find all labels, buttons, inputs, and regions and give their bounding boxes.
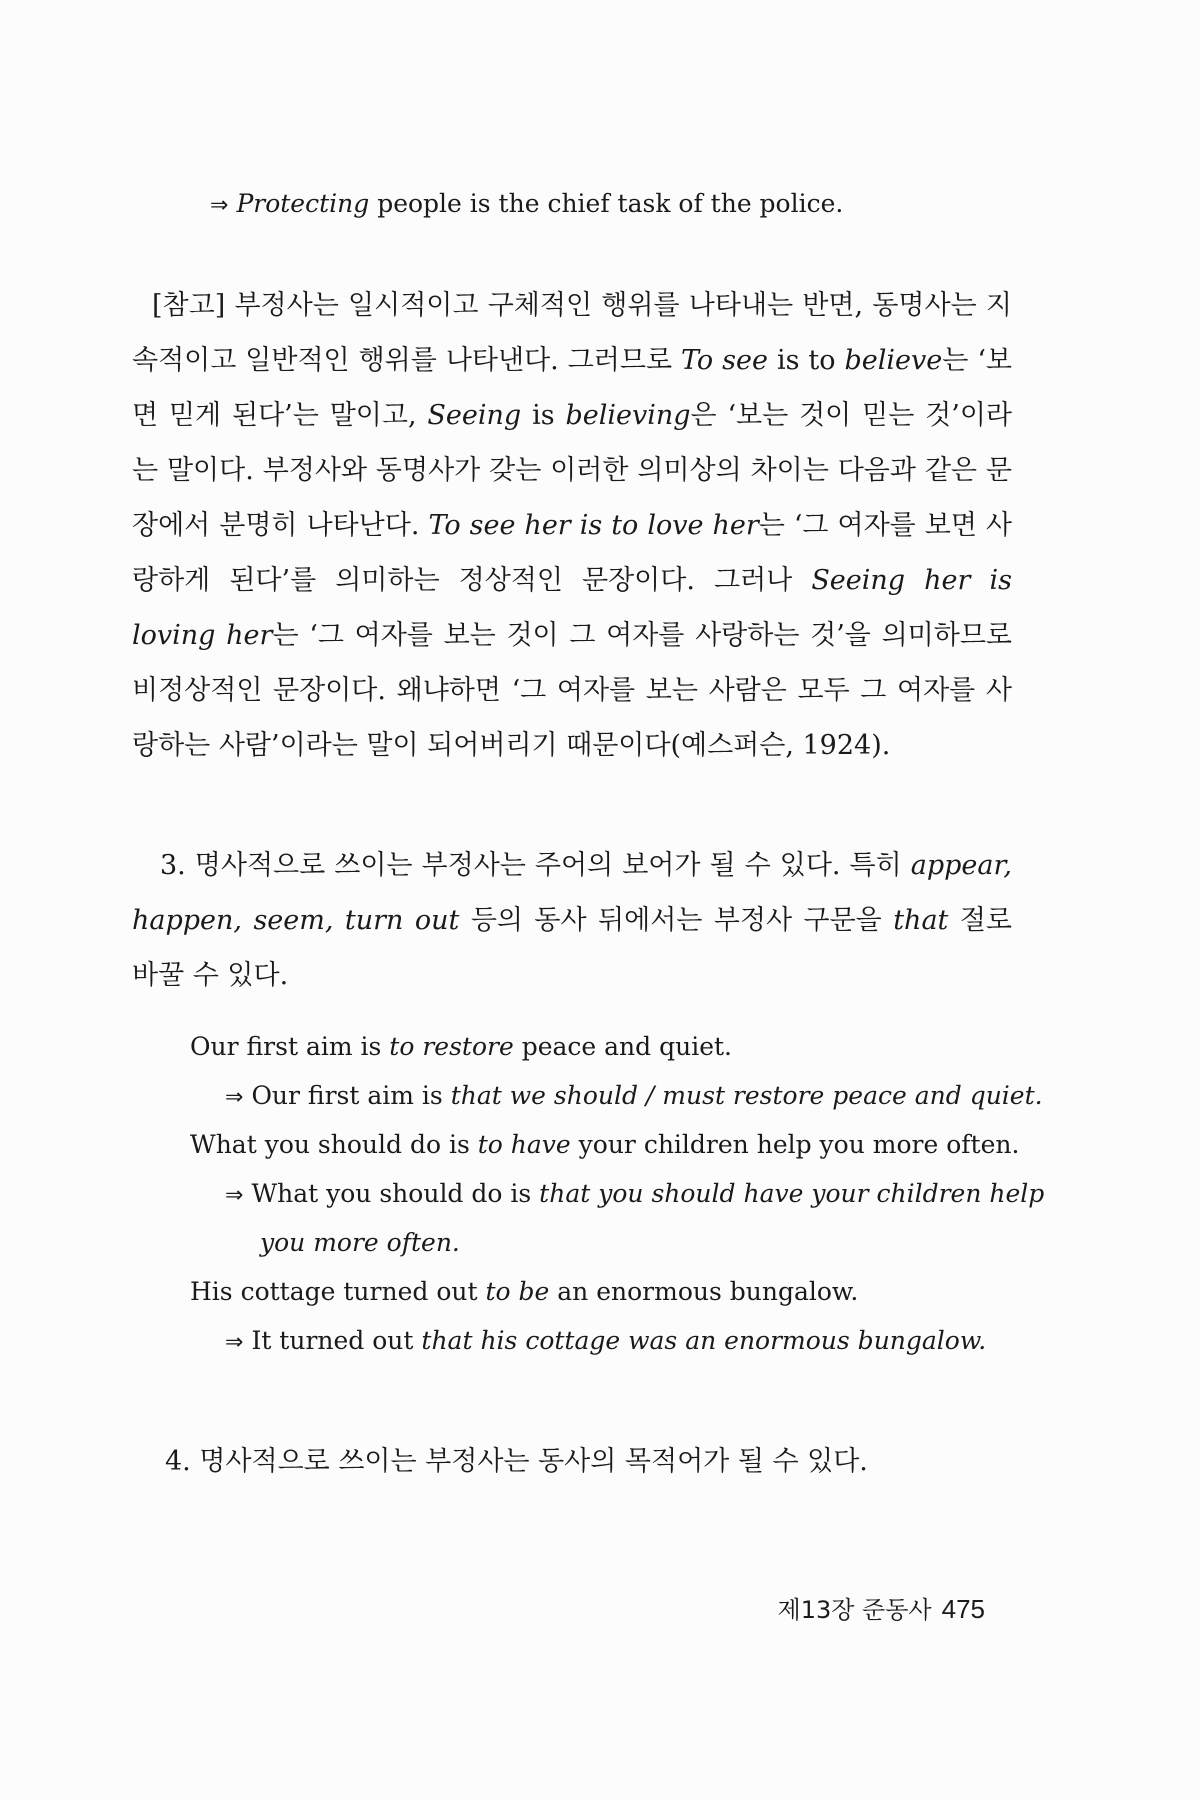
example-segment: peace and quiet. [513,1032,732,1061]
example-segment: Our first aim is [190,1032,390,1061]
top-example [210,188,843,222]
example-line [190,1129,1019,1161]
example-line [225,1325,986,1359]
note-segment: Seeing [427,400,522,431]
example-line [190,1031,732,1063]
note-segment: is to [767,345,845,376]
implies-arrow-icon: ⇒ [210,193,229,218]
implies-arrow-icon: ⇒ [225,1330,244,1355]
note-segment: [참고] 부정사는 일시적이고 구체적인 행위를 나타내는 반면, 동명사는 지속적이고 일반적인 행위를 나타낸다. 그러므로 [132,290,1012,376]
example-segment: His cottage turned out [190,1277,486,1306]
rule3-segment: 등의 동사 뒤에서는 부정사 구문을 [459,905,894,936]
note-segment: 는 ‘보면 믿게 된다’는 말이고, [132,345,1012,431]
note-segment: Seeing her is loving her [132,565,1012,651]
implies-arrow-icon: ⇒ [225,1085,244,1110]
implies-arrow-icon: ⇒ [225,1183,244,1208]
note-segment: believing [565,400,691,431]
rule3-segment: that [893,905,949,936]
example-segment: that we should / must restore peace and quiet. [450,1081,1043,1110]
example-segment: that you should have your children help [539,1179,1045,1208]
example-segment: What you should do is [251,1179,540,1208]
example-line [225,1178,1044,1212]
note-segment: 은 ‘보는 것이 믿는 것’이라는 말이다. 부정사와 동명사가 갖는 이러한 의미상의 차이는 다음과 같은 문장에서 분명히 나타난다. [132,400,1013,541]
rule3-segment: appear, happen, seem, turn out [132,850,1012,936]
example-line [225,1080,1043,1114]
example-segment: an enormous bungalow. [549,1277,859,1306]
example-line [190,1276,858,1308]
example-segment: Our first aim is [251,1081,451,1110]
example-segment: to restore [389,1032,514,1061]
example-segment: What you should do is [190,1130,478,1159]
example-segment: your children help you more often. [570,1130,1020,1159]
note-segment: To see [681,345,768,376]
example-line [260,1227,460,1259]
rule3-segment: 3. 명사적으로 쓰이는 부정사는 주어의 보어가 될 수 있다. 특히 [160,850,911,881]
page-footer [778,1590,985,1625]
page-number: 475 [941,1594,985,1624]
note-segment: To see her is to love her [428,510,759,541]
note-segment: is [521,400,566,431]
note-paragraph [132,278,1012,773]
example-segment: you more often. [260,1228,460,1257]
example-segment: to be [485,1277,550,1306]
rule3-segment: 절로 바꿀 수 있다. [132,905,1012,991]
note-segment: 는 ‘그 여자를 보면 사랑하게 된다’를 의미하는 정상적인 문장이다. 그러나 [132,510,1012,596]
top-example-italic: Protecting [236,189,370,218]
top-example-rest: people is the chief task of the police. [369,189,844,218]
example-segment: that his cottage was an enormous bungalow. [421,1326,987,1355]
note-segment: believe [844,345,943,376]
note-segment: 는 ‘그 여자를 보는 것이 그 여자를 사랑하는 것’을 의미하므로 비정상적인 문장이다. 왜냐하면 ‘그 여자를 보는 사람은 모두 그 여자를 사랑하는 사람’이라는 말이 되어버리기 때문이다(예스퍼슨, 1924). [132,620,1013,761]
rule4-heading: 4. 명사적으로 쓰이는 부정사는 동사의 목적어가 될 수 있다. [165,1446,868,1477]
chapter-label: 제13장 준동사 [777,1596,932,1624]
example-segment: It turned out [251,1326,422,1355]
example-segment: to have [477,1130,571,1159]
rule3-paragraph [132,838,1012,1003]
